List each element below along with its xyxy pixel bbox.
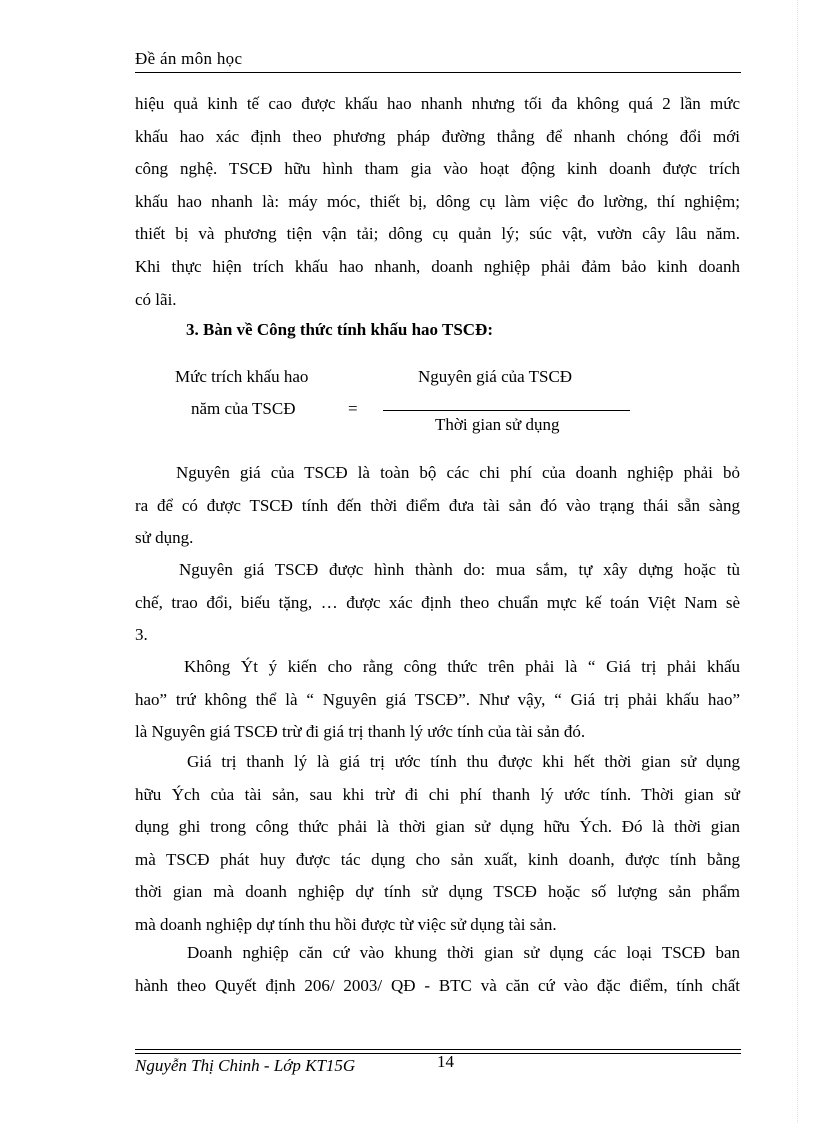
text-line: thời gian mà doanh nghiệp dự tính sử dụng TSCĐ hoặc số lượng sản phẩm bbox=[135, 882, 740, 902]
text-line: thiết bị và phương tiện vận tải; dông cụ quản lý; súc vật, vườn cây lâu năm. bbox=[135, 224, 740, 244]
text-line: chế, trao đổi, biếu tặng, … được xác định theo chuẩn mực kế toán Việt Nam sè bbox=[135, 592, 740, 612]
formula-left-line1: Mức trích khấu hao bbox=[175, 367, 309, 386]
text-line: Giá trị thanh lý là giá trị ước tính thu được khi hết thời gian sử dụng bbox=[187, 752, 740, 771]
paragraph bbox=[135, 746, 740, 942]
paragraph bbox=[135, 651, 740, 749]
text-line: hiệu quả kinh tế cao được khấu hao nhanh nhưng tối đa không quá 2 lần mức bbox=[135, 94, 740, 113]
text-line: Khi thực hiện trích khấu hao nhanh, doanh nghiệp phải đảm bảo kinh doanh bbox=[135, 256, 740, 276]
footer-rule bbox=[135, 1049, 741, 1050]
formula-left-line2: năm của TSCĐ bbox=[191, 399, 296, 418]
paragraph bbox=[135, 554, 740, 652]
text-line: Nguyên giá của TSCĐ là toàn bộ các chi phí của doanh nghiệp phải bỏ bbox=[176, 463, 740, 482]
text-line: mà doanh nghiệp dự tính thu hồi được từ việc sử dụng tài sản. bbox=[135, 914, 557, 934]
formula-denominator: Thời gian sử dụng bbox=[435, 415, 560, 434]
text-line: khấu hao nhanh là: máy móc, thiết bị, dông cụ làm việc đo lường, thí nghiệm; bbox=[135, 191, 740, 211]
text-line: 3. bbox=[135, 625, 148, 645]
page-edge-guide bbox=[797, 0, 798, 1123]
page-header-title: Đề án môn học bbox=[135, 49, 243, 68]
text-line: hành theo Quyết định 206/ 2003/ QĐ - BTC và căn cứ vào đặc điểm, tính chất bbox=[135, 975, 740, 995]
top-paragraph bbox=[135, 88, 740, 316]
section-heading: 3. Bàn về Công thức tính khấu hao TSCĐ: bbox=[186, 320, 493, 339]
fraction-bar bbox=[383, 410, 630, 411]
text-line: Doanh nghiệp căn cứ vào khung thời gian sử dụng các loại TSCĐ ban bbox=[187, 943, 740, 962]
text-line: hữu Ých của tài sản, sau khi trừ đi chi phí thanh lý ước tính. Thời gian sử bbox=[135, 784, 740, 804]
text-line: dụng ghi trong công thức phải là thời gian sử dụng hữu Ých. Đó là thời gian bbox=[135, 817, 740, 837]
text-line: công nghệ. TSCĐ hữu hình tham gia vào hoạt động kinh doanh được trích bbox=[135, 159, 740, 179]
footer-author: Nguyễn Thị Chinh - Lớp KT15G bbox=[135, 1056, 356, 1075]
paragraph bbox=[135, 457, 740, 555]
formula-numerator: Nguyên giá của TSCĐ bbox=[418, 367, 573, 386]
text-line: khấu hao xác định theo phương pháp đường thẳng để nhanh chóng đổi mới bbox=[135, 126, 740, 146]
formula-equals: = bbox=[348, 399, 358, 418]
text-line: sử dụng. bbox=[135, 528, 194, 548]
text-line: mà TSCĐ phát huy được tác dụng cho sản xuất, kinh doanh, được tính bằng bbox=[135, 849, 740, 869]
page-number: 14 bbox=[437, 1052, 454, 1071]
text-line: ra để có được TSCĐ tính đến thời điểm đưa tài sản đó vào trạng thái sẵn sàng bbox=[135, 495, 740, 515]
text-line: là Nguyên giá TSCĐ trừ đi giá trị thanh lý ước tính của tài sản đó. bbox=[135, 722, 586, 742]
text-line: Không Ýt ý kiến cho rằng công thức trên phải là “ Giá trị phải khấu bbox=[184, 657, 740, 676]
text-line: Nguyên giá TSCĐ được hình thành do: mua sắm, tự xây dựng hoặc tù bbox=[179, 560, 740, 579]
paragraph bbox=[135, 937, 740, 1002]
header-rule bbox=[135, 72, 741, 73]
text-line: có lãi. bbox=[135, 289, 177, 309]
text-line: hao” trứ không thể là “ Nguyên giá TSCĐ”. Như vậy, “ Giá trị phải khấu hao” bbox=[135, 689, 740, 709]
